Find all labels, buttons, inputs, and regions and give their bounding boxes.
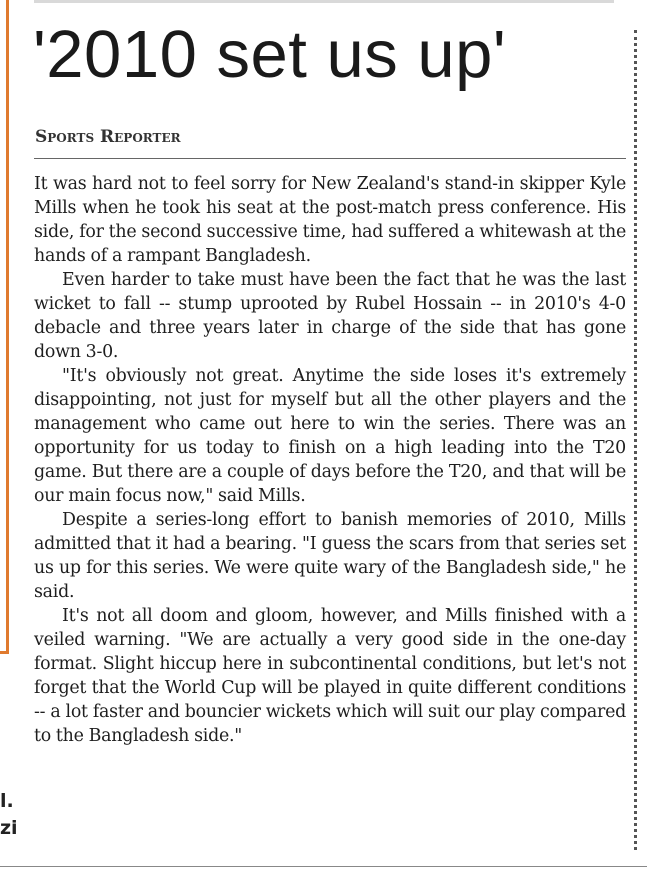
column-divider	[634, 30, 637, 850]
article-paragraph: It was hard not to feel sorry for New Zealand's stand-in skipper Kyle Mills when he took his seat at the post-match press conference. His side, for the second successive time, had suffered a whitewash at the hands of a rampant Bangladesh.	[34, 174, 626, 266]
adjacent-column-fragment: zi	[0, 817, 18, 839]
bottom-rule	[0, 866, 647, 867]
top-rule	[34, 0, 614, 3]
byline-rule	[34, 158, 626, 159]
adjacent-story-frame	[0, 0, 9, 654]
adjacent-column-fragment: l.	[0, 790, 14, 812]
headline: '2010 set us up'	[33, 17, 507, 92]
article-paragraph: It's not all doom and gloom, however, and Mills finished with a veiled warning. "We are actually a very good side in the one-day format. Slight hiccup here in subcontinental conditions, but let's not forget that the World Cup will be played in quite different conditions -- a lot faster and bouncier wickets which will suit our play compared to the Bangladesh side."	[34, 606, 626, 746]
article-body	[34, 172, 626, 748]
article-paragraph: Despite a series-long effort to banish memories of 2010, Mills admitted that it had a bearing. "I guess the scars from that series set us up for this series. We were quite wary of the Bangladesh side," he said.	[34, 510, 626, 602]
article-paragraph: "It's obviously not great. Anytime the side loses it's extremely disappointing, not just for myself but all the other players and the management who came out here to win the series. There was an opportunity for us today to finish on a high leading into the T20 game. But there are a couple of days before the T20, and that will be our main focus now," said Mills.	[34, 366, 626, 506]
article-paragraph: Even harder to take must have been the fact that he was the last wicket to fall -- stump uprooted by Rubel Hossain -- in 2010's 4-0 debacle and three years later in charge of the side that has gone down 3-0.	[34, 270, 626, 362]
byline: Sports Reporter	[35, 127, 181, 147]
